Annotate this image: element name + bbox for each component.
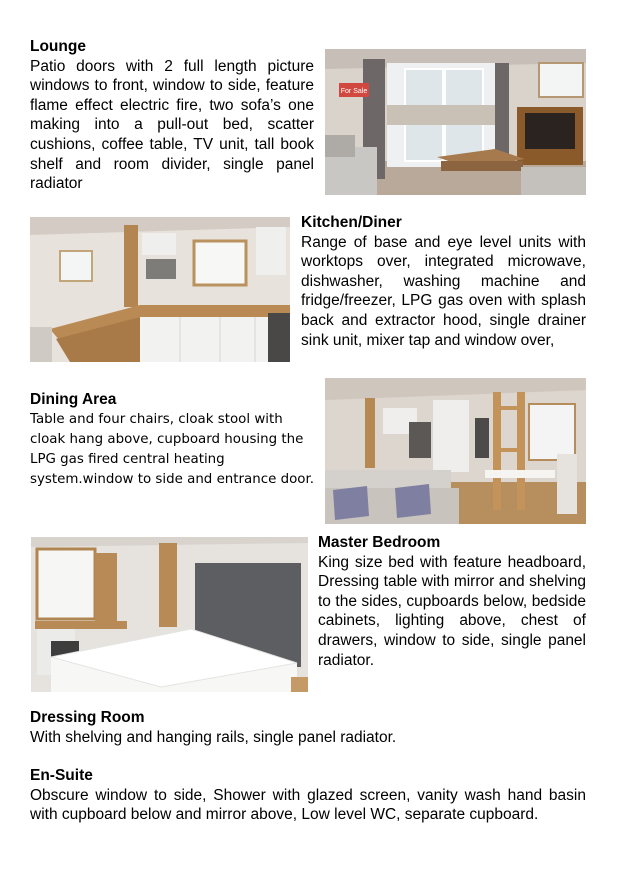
lounge-photo: [325, 49, 586, 195]
dressing-room-heading: Dressing Room: [30, 709, 145, 726]
lounge-description: Patio doors with 2 full length picture windows to front, window to side, feature flame effect electric fire, two sofa’s one making into a pull-out bed, scatter cushions, coffee table, TV unit, tall book shelf and room divider, single panel radiator: [30, 57, 314, 193]
dining-description: Table and four chairs, cloak stool with cloak hang above, cupboard housing the LPG gas fired central heating system.window to side and entrance door.: [30, 411, 315, 487]
dressing-room-description: With shelving and hanging rails, single panel radiator.: [30, 728, 397, 746]
dining-photo: [325, 378, 586, 524]
dining-section: [30, 390, 318, 490]
bedroom-heading: Master Bedroom: [318, 534, 441, 551]
dining-heading: Dining Area: [30, 391, 117, 408]
bedroom-section: [318, 533, 586, 670]
lounge-section: [30, 37, 314, 194]
en-suite-section: [30, 766, 586, 825]
dressing-room-section: [30, 708, 586, 747]
kitchen-heading: Kitchen/Diner: [301, 214, 402, 231]
bedroom-description: King size bed with feature headboard, Dressing table with mirror and shelving to the sides, cupboards below, bedside cabinets, lighting above, chest of drawers, window to side, single panel radiator.: [318, 553, 586, 669]
for-sale-sign: For Sale: [340, 88, 368, 95]
kitchen-description: Range of base and eye level units with worktops over, integrated microwave, dishwasher, washing machine and fridge/freezer, LPG gas oven with splash back and extractor hood, single drainer sink unit, mixer tap and window over,: [301, 233, 586, 349]
kitchen-photo: [30, 217, 290, 362]
en-suite-description: Obscure window to side, Shower with glazed screen, vanity wash hand basin with cupboard below and mirror above, Low level WC, separate cupboard.: [30, 786, 586, 824]
bedroom-photo: [31, 537, 308, 692]
en-suite-heading: En-Suite: [30, 767, 93, 784]
kitchen-section: [301, 213, 586, 350]
lounge-heading: Lounge: [30, 38, 86, 55]
